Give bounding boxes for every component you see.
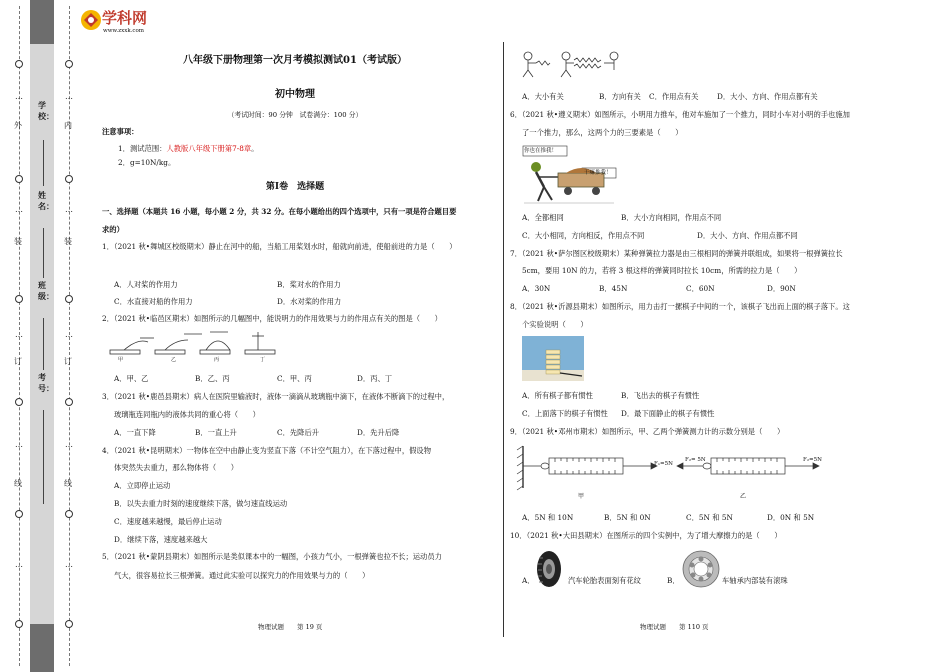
q9-force-2: F₂= 5N	[685, 457, 706, 463]
q1-option-c[interactable]: C．水直接对船的作用力	[114, 297, 193, 306]
q3-option-d[interactable]: D．先升后降	[357, 428, 400, 437]
school-label: 学校：	[38, 100, 54, 121]
logo-icon	[80, 9, 102, 31]
binding-hole	[15, 60, 23, 68]
outer-char-ding: 订	[14, 357, 22, 366]
q3-option-c[interactable]: C．先降后升	[277, 428, 320, 437]
q5-option-a[interactable]: A．大小有关	[522, 92, 564, 101]
number-field[interactable]	[43, 410, 44, 504]
notes-item-1-prefix: 1．测试范围：	[118, 144, 167, 153]
q2-fig-label: 乙	[171, 357, 177, 363]
q1-stem: 1．（2021 秋•舞城区校级期末）静止在河中的船，当船工用桨划水时，船就向前进，使船前进的力是（ ）	[102, 242, 457, 251]
subject-title: 初中物理	[275, 89, 315, 100]
binding-hole	[15, 398, 23, 406]
q10-option-a-letter[interactable]: A．	[522, 576, 535, 585]
q4-stem-line1: 4．（2021 秋•昆明期末）一物体在空中由静止变为竖直下落（不计空气阻力），在下落过程中，假设物	[102, 446, 432, 455]
q10-option-b-text[interactable]: 车轴承内部装有滚珠	[722, 576, 788, 585]
binding-hole	[15, 510, 23, 518]
q4-option-a[interactable]: A．立即停止运动	[114, 481, 171, 490]
q9-option-d[interactable]: D．0N 和 5N	[767, 513, 815, 522]
q3-option-b[interactable]: B．一直上升	[195, 428, 237, 437]
column-divider	[503, 42, 504, 637]
inner-char-ding: 订	[64, 357, 72, 366]
q9-figure	[517, 444, 837, 490]
q6-bubble-1: 你也在推我！	[524, 148, 558, 154]
q8-option-b[interactable]: B．飞出去的棋子有惯性	[621, 391, 700, 400]
binding-hole	[65, 60, 73, 68]
section-intro-line1: 一、选择题（本题共 16 小题，每小题 2 分，共 32 分。在每小题给出的四个选项中，只有一项是符合题目要	[102, 207, 457, 216]
section-title: 第Ⅰ卷 选择题	[265, 182, 325, 192]
q7-option-c[interactable]: C．60N	[686, 284, 715, 293]
q6-option-d[interactable]: D．大小、方向、作用点都不同	[697, 231, 798, 240]
outer-char-zhuang: 装	[14, 237, 22, 246]
inner-char-xian: 线	[64, 479, 72, 488]
bearing-icon	[682, 550, 720, 588]
q6-stem-line1: 6．（2021 秋•遵义期末）如图所示，小明用力推车，他对车施加了一个推力，同时小车对小明的手也施加	[510, 110, 850, 119]
binding-hole	[65, 295, 73, 303]
name-field[interactable]	[43, 228, 44, 278]
binding-hole	[65, 175, 73, 183]
q2-stem: 2．（2021 秋•临邑区期末）如图所示的几幅图中，能说明力的作用效果与力的作用点有关的图是（ ）	[102, 314, 442, 323]
footer-right: 物理试题 第 110 页	[640, 623, 709, 631]
notes-heading: 注意事项：	[102, 127, 139, 136]
q1-option-d[interactable]: D．水对桨的作用力	[277, 297, 342, 306]
q7-option-d[interactable]: D．90N	[767, 284, 796, 293]
q2-option-d[interactable]: D．丙、丁	[357, 374, 393, 383]
page-title: 八年级下册物理第一次月考模拟测试01（考试版）	[183, 55, 407, 66]
q8-stem-line1: 8．（2021 秋•沂源县期末）如图所示，用力击打一摞棋子中间的一个，该棋子飞出而上面的棋子落下。这	[510, 302, 850, 311]
q1-option-b[interactable]: B．桨对水的作用力	[277, 280, 341, 289]
q9-caption-yi: 乙	[740, 493, 747, 500]
q6-bubble-2: 干嘛推我！	[584, 170, 612, 176]
q2-fig-label: 丁	[260, 357, 266, 363]
section-intro-line2: 求的）	[102, 225, 124, 234]
logo-url: www.zxxk.com	[103, 28, 145, 34]
q9-force-1: F₁=5N	[654, 461, 673, 467]
outer-dots: …	[15, 330, 23, 339]
binding-hole	[15, 295, 23, 303]
binding-hole	[15, 175, 23, 183]
q9-option-a[interactable]: A．5N 和 10N	[522, 513, 574, 522]
q9-caption-jia: 甲	[578, 493, 585, 500]
q8-option-d[interactable]: D．最下面静止的棋子有惯性	[621, 409, 715, 418]
q3-option-a[interactable]: A．一直下降	[114, 428, 156, 437]
outer-dots: …	[15, 92, 23, 101]
school-field[interactable]	[43, 140, 44, 186]
q3-stem-line2: 玻璃瓶连同瓶内的液体共同的重心将（ ）	[114, 410, 260, 419]
q1-option-a[interactable]: A．人对桨的作用力	[114, 280, 178, 289]
binding-hole	[65, 398, 73, 406]
footer-left: 物理试题 第 19 页	[258, 623, 323, 631]
inner-dots: …	[65, 205, 73, 214]
q2-option-c[interactable]: C．甲、丙	[277, 374, 312, 383]
q2-fig-label: 丙	[214, 357, 220, 363]
q10-option-b-letter[interactable]: B．	[667, 576, 680, 585]
notes-item-1-suffix: 。	[251, 144, 259, 153]
q9-force-3: F₂=5N	[803, 457, 822, 463]
q4-stem-line2: 体突然失去重力，那么物体将（ ）	[114, 463, 239, 472]
tire-icon	[536, 550, 562, 588]
q9-option-b[interactable]: B．5N 和 0N	[604, 513, 651, 522]
q4-option-c[interactable]: C．速度越来越慢，最后停止运动	[114, 517, 222, 526]
q7-stem-line1: 7．（2021 秋•萨尔图区校级期末）某种弹簧拉力器是由三根相同的弹簧并联组成，如果将一根弹簧拉长	[510, 249, 843, 258]
notes-item-1-range: 人教版八年级下册第7-8章	[166, 144, 252, 153]
binding-hole	[65, 510, 73, 518]
q3-stem-line1: 3．（2021 秋•鹿邑县期末）病人在医院里输液时，液体一滴滴从玻璃瓶中滴下，在液体不断滴下的过程中，	[102, 392, 450, 401]
exam-info: （考试时间：90 分钟 试卷满分：100 分）	[227, 111, 363, 119]
q5-option-b[interactable]: B．方向有关	[599, 92, 641, 101]
q8-photo	[522, 336, 584, 381]
inner-char-nei: 内	[64, 121, 72, 130]
q8-option-a[interactable]: A．所有棋子都有惯性	[522, 391, 593, 400]
q8-option-c[interactable]: C．上面落下的棋子有惯性	[522, 409, 608, 418]
inner-dots: …	[65, 330, 73, 339]
q9-stem: 9．（2021 秋•邓州市期末）如图所示，甲、乙两个弹簧测力计的示数分别是（ ）	[510, 427, 785, 436]
q10-stem: 10．（2021 秋•大田县期末）在图所示的四个实例中，为了增大摩擦力的是（ ）	[510, 531, 782, 540]
q7-stem-line2: 5cm，要用 10N 的力，若将 3 根这样的弹簧同时拉长 10cm，所需的拉力是（ ）	[522, 266, 802, 275]
outer-dots: …	[15, 560, 23, 569]
q6-option-b[interactable]: B．大小方向相同，作用点不同	[621, 213, 722, 222]
binding-strip-top	[30, 0, 54, 44]
q5-stem-line2: 气大，很容易拉长三根弹簧。通过此实验可以探究力的作用效果与力的（ ）	[114, 571, 370, 580]
q2-option-b[interactable]: B．乙、丙	[195, 374, 230, 383]
q2-option-a[interactable]: A．甲、乙	[114, 374, 149, 383]
inner-dots: …	[65, 440, 73, 449]
logo-text: 学科网	[102, 9, 148, 27]
q8-stem-line2: 个实验说明（ ）	[522, 320, 588, 329]
q9-option-c[interactable]: C．5N 和 5N	[686, 513, 733, 522]
notes-item-2: 2．g=10N/kg。	[118, 158, 176, 167]
q5-figure	[520, 50, 620, 78]
outer-dots: …	[15, 440, 23, 449]
q5-option-c[interactable]: C．作用点有关	[649, 92, 699, 101]
inner-dots: …	[65, 92, 73, 101]
q5-option-d[interactable]: D．大小、方向、作用点都有关	[717, 92, 818, 101]
outer-char-wai: 外	[14, 121, 22, 130]
binding-strip-bottom	[30, 624, 54, 672]
notes-item-1	[118, 144, 258, 154]
q6-option-a[interactable]: A．全都相同	[522, 213, 564, 222]
q6-option-c[interactable]: C．大小相同，方向相反，作用点不同	[522, 231, 645, 240]
q4-option-d[interactable]: D．继续下落，速度越来越大	[114, 535, 208, 544]
number-label: 考号：	[38, 372, 54, 393]
q6-stem-line2: 了一个推力，那么，这两个力的三要素是（ ）	[522, 128, 683, 137]
q2-fig-label: 甲	[118, 357, 124, 363]
inner-dots: …	[65, 560, 73, 569]
q5-stem-line1: 5．（2021 秋•蒙阴县期末）如图所示是类似课本中的一幅图，小孩力气小，一根弹簧也拉不长；运动员力	[102, 552, 442, 561]
q7-option-b[interactable]: B．45N	[599, 284, 628, 293]
inner-char-zhuang: 装	[64, 237, 72, 246]
name-label: 姓名：	[38, 190, 54, 211]
q10-option-a-text[interactable]: 汽车轮胎表面刻有花纹	[568, 576, 641, 585]
q7-option-a[interactable]: A．30N	[522, 284, 551, 293]
q2-figure	[110, 328, 280, 362]
q4-option-b[interactable]: B．以失去重力时刻的速度继续下落，做匀速直线运动	[114, 499, 288, 508]
class-label: 班级：	[38, 280, 54, 301]
binding-hole	[15, 620, 23, 628]
class-field[interactable]	[43, 318, 44, 370]
binding-hole	[65, 620, 73, 628]
outer-char-xian: 线	[14, 479, 22, 488]
outer-dots: …	[15, 205, 23, 214]
